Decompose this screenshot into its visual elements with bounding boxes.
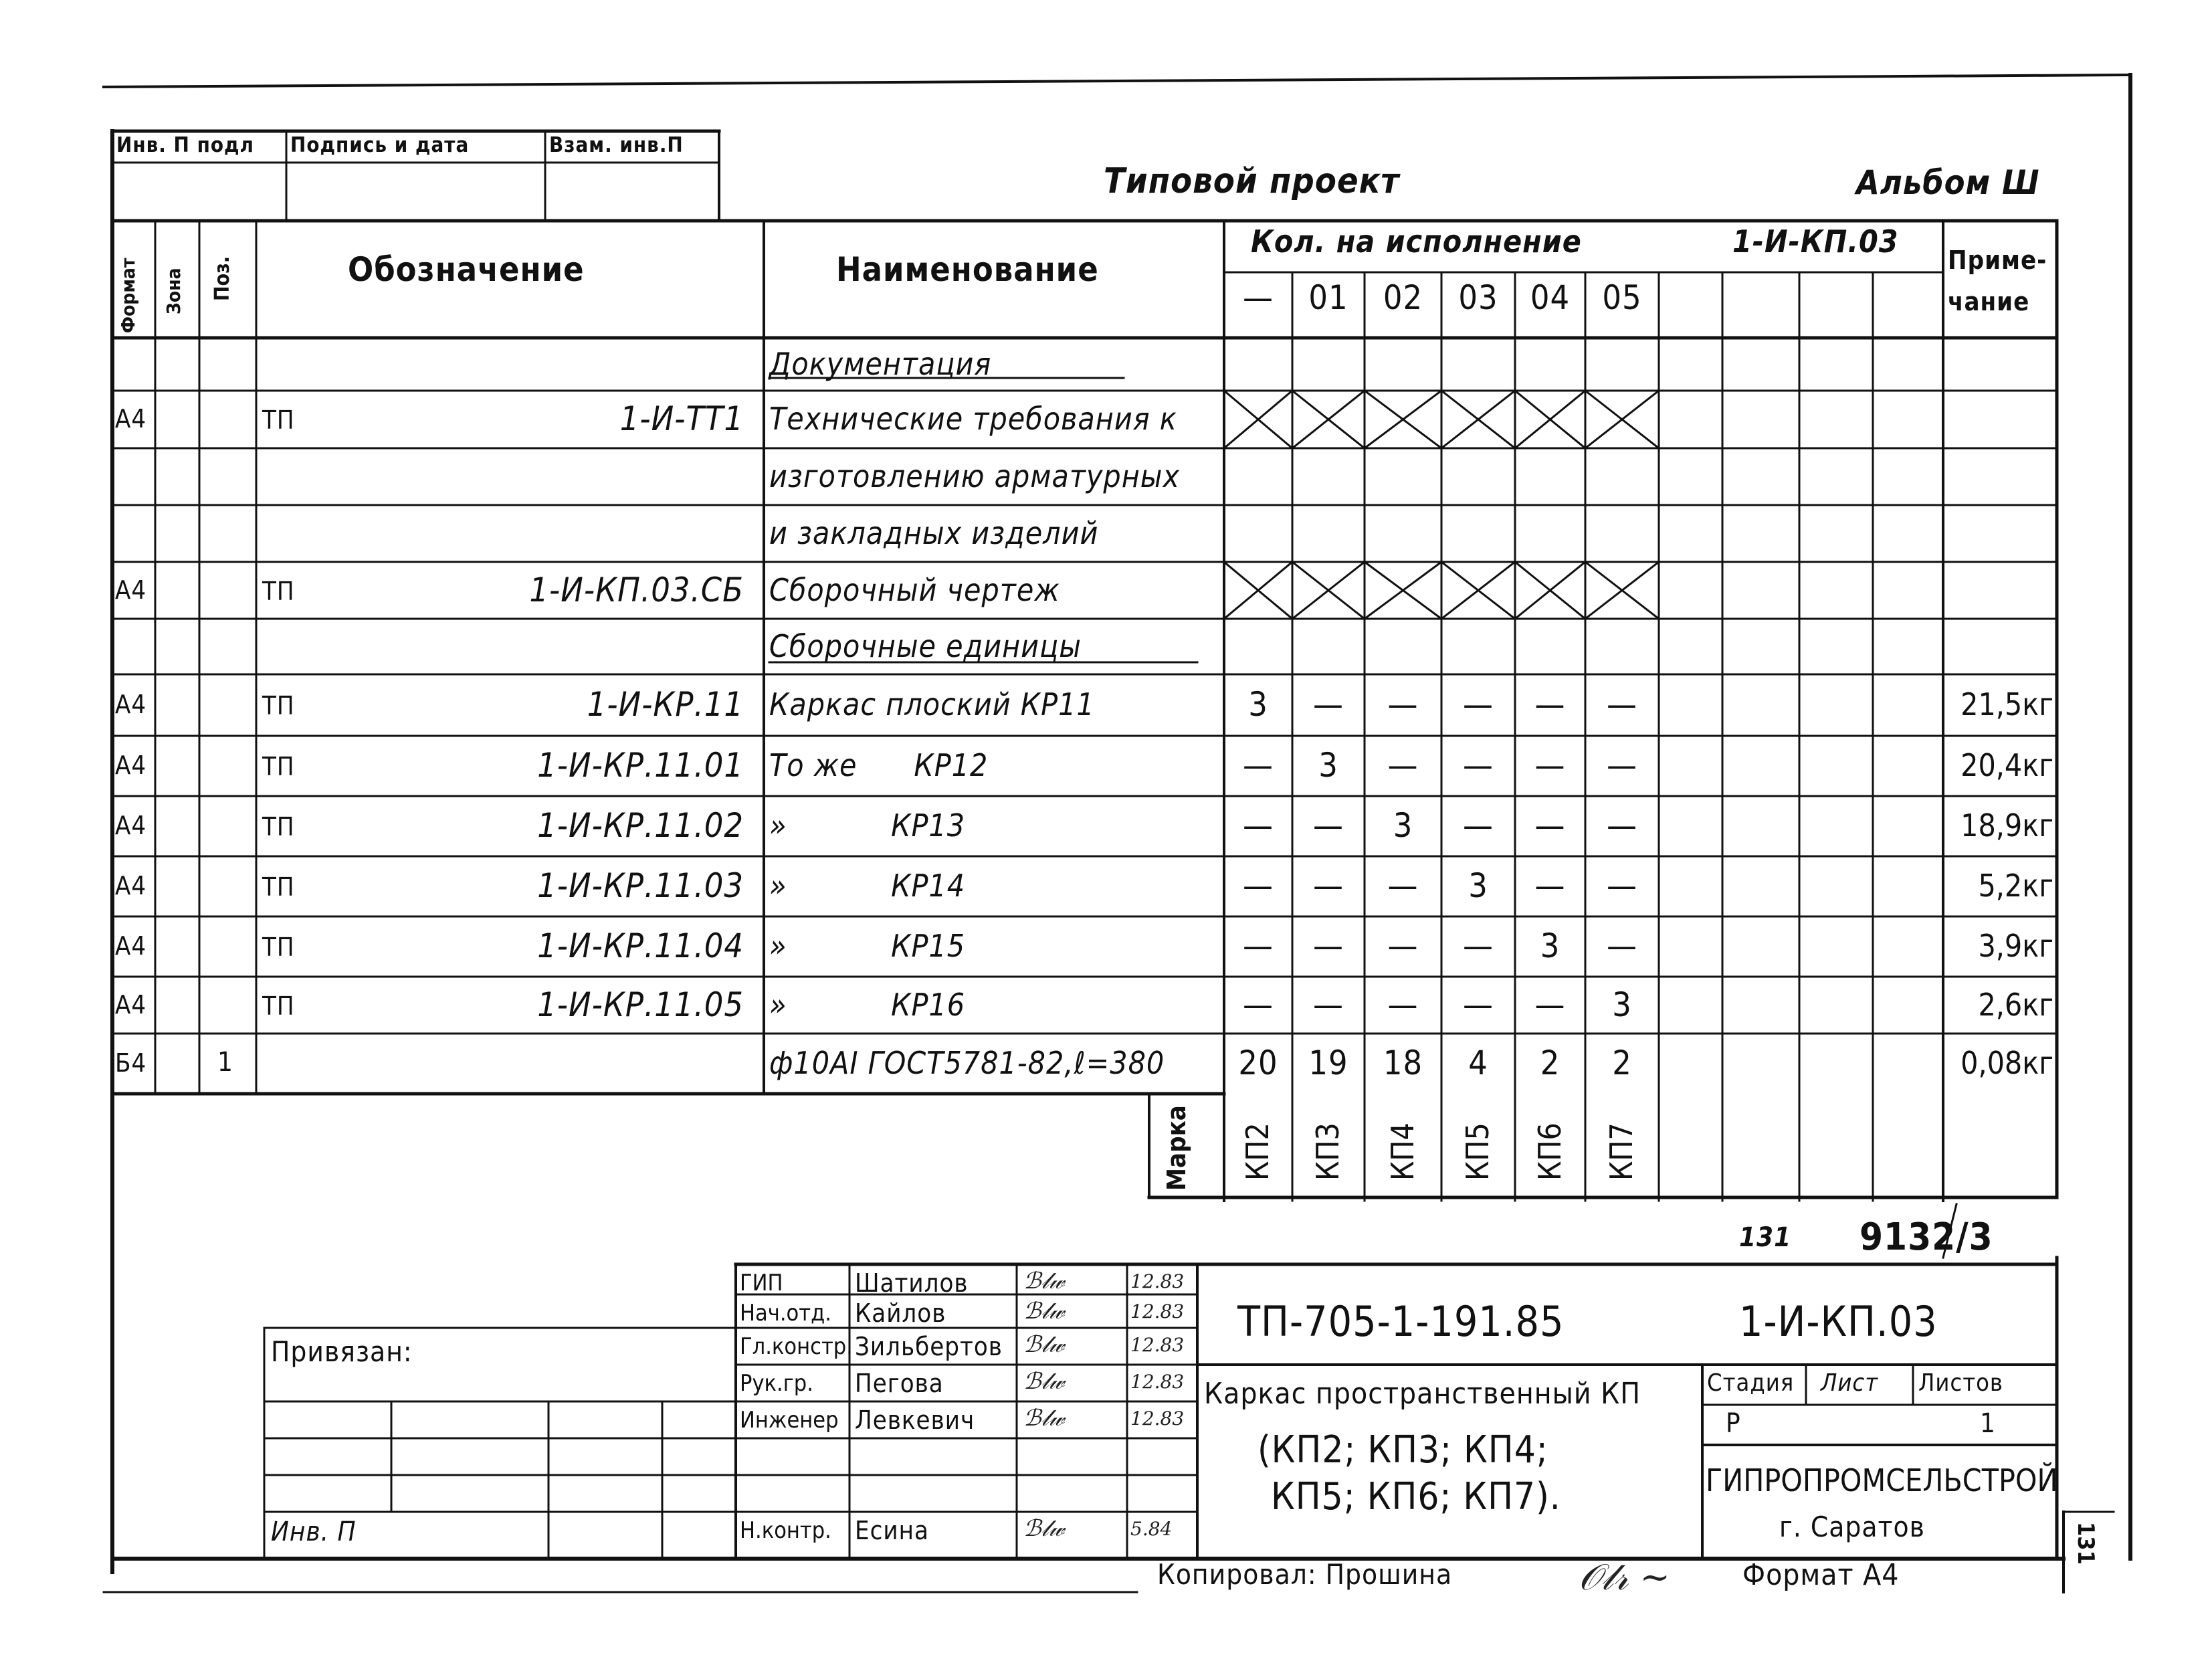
privyazan-label: Привязан: xyxy=(271,1335,413,1368)
row-doc-prefix: ТП xyxy=(262,691,295,720)
qty-cell: — xyxy=(1463,926,1494,965)
drawing-title-line1: Каркас пространственный КП xyxy=(1204,1377,1641,1411)
org-city: г. Саратов xyxy=(1779,1510,1925,1543)
signature-mark: ℬ𝓁𝓌 xyxy=(1023,1515,1065,1542)
doc-number: ТП-705-1-191.85 xyxy=(1237,1297,1565,1346)
org-name: ГИПРОПРОМСЕЛЬСТРОЙ xyxy=(1706,1462,2058,1498)
format-header: Формат xyxy=(117,258,139,333)
note-header-line1: Приме- xyxy=(1948,246,2047,275)
qty-cell: 3 xyxy=(1612,985,1632,1024)
copied-by: Копировал: Прошина xyxy=(1157,1558,1453,1591)
zone-header: Зона xyxy=(163,268,185,314)
archive-left-number: 131 xyxy=(1739,1222,1792,1253)
qty-cell: 3 xyxy=(1540,926,1561,965)
qty-cell: — xyxy=(1463,985,1494,1024)
qty-cell: — xyxy=(1607,746,1637,785)
qty-cell: — xyxy=(1463,806,1494,845)
execution-header: 01 xyxy=(1308,278,1348,317)
row-name: Каркас плоский КР11 xyxy=(769,686,1095,722)
sheets-label: Листов xyxy=(1918,1369,2003,1397)
qty-cell: 2 xyxy=(1540,1044,1561,1082)
qty-cell: 3 xyxy=(1468,866,1488,905)
execution-header: 05 xyxy=(1602,278,1642,317)
row-doc-prefix: ТП xyxy=(262,991,295,1021)
row-note: 0,08кг xyxy=(1960,1045,2053,1081)
qty-cell: 19 xyxy=(1308,1044,1348,1082)
execution-header: 04 xyxy=(1530,278,1571,317)
signer-date: 12.83 xyxy=(1130,1407,1185,1430)
signature-mark: ℬ𝓁𝓌 xyxy=(1023,1331,1065,1358)
page-corner-number: 131 xyxy=(2072,1522,2099,1565)
qty-cell: 3 xyxy=(1393,806,1413,845)
signer-name: Зильбертов xyxy=(855,1332,1003,1361)
qty-cell: — xyxy=(1243,746,1274,785)
signer-date: 12.83 xyxy=(1130,1300,1185,1323)
qty-cell: — xyxy=(1607,806,1637,845)
marka-value: КП2 xyxy=(1239,1123,1276,1181)
qty-title: Кол. на исполнение xyxy=(1251,223,1582,260)
signer-name: Пегова xyxy=(855,1369,944,1398)
inv-podl-label: Инв. П подл xyxy=(116,133,254,157)
marka-value: КП7 xyxy=(1603,1123,1639,1181)
signer-date: 12.83 xyxy=(1130,1371,1185,1393)
qty-cell: — xyxy=(1607,685,1637,724)
row-doc-prefix: ТП xyxy=(262,752,295,781)
signature-mark: ℬ𝓁𝓌 xyxy=(1023,1368,1065,1395)
row-designation: 1-И-КП.03.СБ xyxy=(529,570,744,609)
signer-role: Гл.констр. xyxy=(740,1333,853,1360)
signer-role: ГИП xyxy=(740,1270,783,1296)
row-section-title: Документация xyxy=(769,345,992,382)
qty-cell: — xyxy=(1534,746,1566,785)
marka-value: КП4 xyxy=(1384,1123,1421,1181)
row-designation: 1-И-КР.11.03 xyxy=(537,866,744,905)
execution-header: 02 xyxy=(1383,278,1423,317)
row-name: » КР15 xyxy=(769,928,966,964)
row-name: » КР16 xyxy=(769,986,966,1023)
qty-cell: — xyxy=(1387,746,1419,785)
row-designation: 1-И-КР.11.02 xyxy=(537,806,744,845)
execution-header: — xyxy=(1243,278,1274,317)
inv-n-label: Инв. П xyxy=(271,1517,357,1547)
row-designation: 1-И-КР.11.05 xyxy=(537,985,744,1024)
stage-label: Стадия xyxy=(1707,1369,1795,1397)
format-label: Формат А4 xyxy=(1742,1558,1900,1592)
marka-label: Марка xyxy=(1162,1105,1191,1191)
row-section-title: Сборочные единицы xyxy=(769,627,1082,664)
qty-cell: — xyxy=(1313,806,1344,845)
qty-cell: — xyxy=(1387,985,1419,1024)
signer-role: Рук.гр. xyxy=(740,1370,813,1397)
row-name: Сборочный чертеж xyxy=(769,571,1060,608)
signer-name: Кайлов xyxy=(855,1298,946,1328)
row-name: изготовлению арматурных xyxy=(769,458,1180,494)
qty-cell: — xyxy=(1387,685,1419,724)
signer-role: Н.контр. xyxy=(740,1517,831,1544)
signer-role: Инженер xyxy=(740,1407,839,1434)
qty-cell: — xyxy=(1463,685,1494,724)
row-name: и закладных изделий xyxy=(769,514,1099,551)
signer-date: 12.83 xyxy=(1130,1334,1185,1356)
row-position: 1 xyxy=(217,1047,233,1078)
qty-cell: — xyxy=(1463,746,1494,785)
qty-cell: — xyxy=(1534,685,1566,724)
stage-value: Р xyxy=(1726,1408,1741,1439)
qty-cell: — xyxy=(1243,806,1274,845)
signer-date: 5.84 xyxy=(1130,1518,1173,1540)
execution-header: 03 xyxy=(1458,278,1498,317)
row-note: 3,9кг xyxy=(1978,928,2053,964)
podpis-data-label: Подпись и дата xyxy=(290,133,470,157)
signature-mark: ℬ𝓁𝓌 xyxy=(1023,1405,1065,1432)
qty-cell: 20 xyxy=(1238,1044,1278,1082)
marka-value: КП5 xyxy=(1460,1123,1496,1181)
row-format: А4 xyxy=(115,751,147,780)
vzam-inv-label: Взам. инв.П xyxy=(549,133,684,157)
qty-cell: — xyxy=(1313,866,1344,905)
project-title: Типовой проект xyxy=(1104,161,1400,201)
album-label: Альбом Ш xyxy=(1856,163,2040,202)
row-name: » КР14 xyxy=(769,868,966,904)
row-format: А4 xyxy=(115,989,147,1019)
qty-cell: — xyxy=(1243,926,1274,965)
row-format: Б4 xyxy=(115,1048,147,1078)
qty-cell: — xyxy=(1534,866,1566,905)
archive-right-number: 9132/3 xyxy=(1859,1215,1993,1259)
doc-code: 1-И-КП.03 xyxy=(1739,1297,1938,1346)
row-format: А4 xyxy=(115,931,147,961)
row-designation: 1-И-ТТ1 xyxy=(619,399,744,438)
row-note: 5,2кг xyxy=(1978,868,2053,904)
note-header-line2: чание xyxy=(1948,287,2030,316)
signer-date: 12.83 xyxy=(1130,1270,1185,1292)
sheets-value: 1 xyxy=(1980,1408,1996,1439)
signer-name: Левкевич xyxy=(855,1405,975,1435)
row-doc-prefix: ТП xyxy=(262,933,295,962)
qty-cell: 3 xyxy=(1318,746,1338,785)
row-format: А4 xyxy=(115,690,147,719)
row-format: А4 xyxy=(115,404,147,433)
row-note: 20,4кг xyxy=(1960,747,2053,783)
qty-cell: — xyxy=(1387,866,1419,905)
qty-cell: — xyxy=(1607,866,1637,905)
row-name: » КР13 xyxy=(769,807,966,844)
qty-cell: — xyxy=(1243,866,1274,905)
row-note: 21,5кг xyxy=(1960,686,2053,722)
row-doc-prefix: ТП xyxy=(262,872,295,902)
row-name: То же КР12 xyxy=(769,747,989,783)
qty-cell: 4 xyxy=(1468,1044,1488,1082)
row-format: А4 xyxy=(115,811,147,840)
row-name: ф10АI ГОСТ5781-82,ℓ=380 xyxy=(769,1045,1165,1081)
row-doc-prefix: ТП xyxy=(262,405,295,435)
signer-name: Есина xyxy=(855,1516,929,1545)
qty-cell: 3 xyxy=(1248,685,1268,724)
marka-value: КП6 xyxy=(1531,1123,1568,1181)
name-header: Наименование xyxy=(836,250,1099,289)
qty-cell: — xyxy=(1313,926,1344,965)
row-designation: 1-И-КР.11 xyxy=(587,685,744,724)
row-note: 2,6кг xyxy=(1978,986,2053,1023)
qty-cell: — xyxy=(1534,985,1566,1024)
row-format: А4 xyxy=(115,871,147,900)
signer-role: Нач.отд. xyxy=(740,1300,831,1327)
qty-code: 1-И-КП.03 xyxy=(1732,223,1899,260)
designation-header: Обозначение xyxy=(348,250,585,289)
row-designation: 1-И-КР.11.01 xyxy=(537,746,744,785)
row-doc-prefix: ТП xyxy=(262,812,295,842)
drawing-title-line3: КП5; КП6; КП7). xyxy=(1271,1475,1561,1519)
signature-mark: ℬ𝓁𝓌 xyxy=(1023,1298,1065,1325)
qty-cell: — xyxy=(1607,926,1637,965)
row-doc-prefix: ТП xyxy=(262,576,295,606)
qty-cell: 2 xyxy=(1612,1044,1632,1082)
pos-header: Поз. xyxy=(211,256,234,301)
row-name: Технические требования к xyxy=(769,401,1177,437)
qty-cell: 18 xyxy=(1383,1044,1423,1082)
marka-value: КП3 xyxy=(1310,1123,1346,1181)
signer-name: Шатилов xyxy=(855,1268,969,1298)
qty-cell: — xyxy=(1387,926,1419,965)
qty-cell: — xyxy=(1534,806,1566,845)
signature-mark: ℬ𝓁𝓌 xyxy=(1023,1268,1065,1294)
sheet-label: Лист xyxy=(1821,1369,1879,1397)
qty-cell: — xyxy=(1313,685,1344,724)
row-format: А4 xyxy=(115,575,147,605)
qty-cell: — xyxy=(1243,985,1274,1024)
copier-signature: 𝒪𝓁𝓇 ~ xyxy=(1579,1556,1670,1598)
drawing-title-line2: (КП2; КП3; КП4; xyxy=(1258,1428,1548,1472)
row-designation: 1-И-КР.11.04 xyxy=(537,926,744,965)
qty-cell: — xyxy=(1313,985,1344,1024)
row-note: 18,9кг xyxy=(1960,807,2053,844)
